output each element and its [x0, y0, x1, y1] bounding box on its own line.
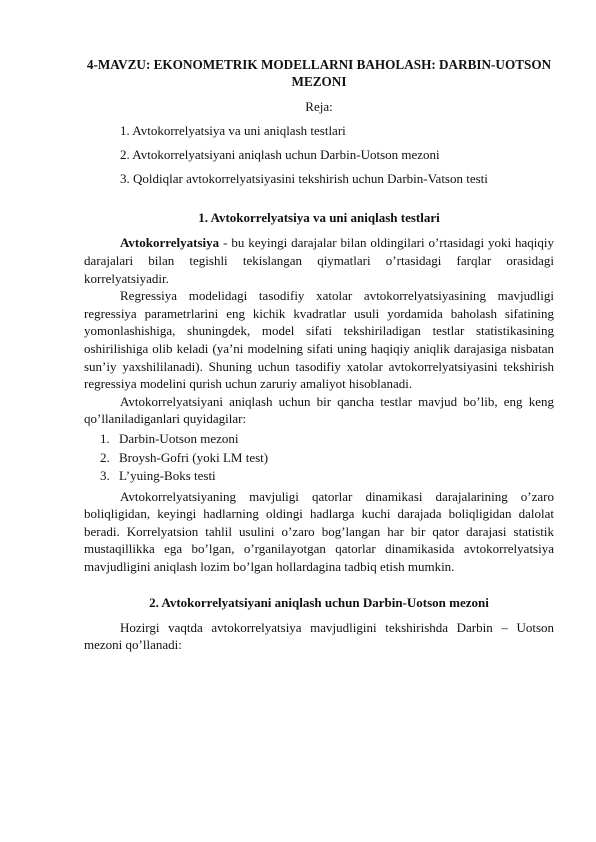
paragraph: Avtokorrelyatsiyaning mavjuligi qatorlar dinamikasi darajalarining o’zaro boliqligidan, keyingi hadlarning oldingi hadlarga kuchi darajada boliqligidan dalolat beradi. Korrelyatsion tahlil usulini o’zaro bog’langan har bir qator darajasi statistik mustaqillikka ega bo’lgan, o’rganilayotgan qatorlar dinamikasida avtokorrelyatsiya mavjudligini aniqlash lozim bo’lgan hollardagina tadbiq etish mumkin.: [84, 488, 554, 575]
list-number: 1.: [100, 430, 110, 446]
list-text: L’yuing-Boks testi: [119, 468, 216, 484]
paragraph: Hozirgi vaqtda avtokorrelyatsiya mavjudligini tekshirishda Darbin – Uotson mezoni qo’llanadi:: [84, 619, 554, 653]
list-item: [100, 467, 554, 486]
list-text: Darbin-Uotson mezoni: [119, 430, 239, 446]
plan-item: 3. Qoldiqlar avtokorrelyatsiyasini tekshirish uchun Darbin-Vatson testi: [120, 170, 488, 186]
spacer: [84, 576, 554, 594]
list-item: [100, 430, 554, 449]
plan-list: [84, 122, 554, 188]
list-number: 3.: [100, 468, 110, 484]
list-item: [100, 449, 554, 468]
list-number: 2.: [100, 449, 110, 465]
plan-item: 1. Avtokorrelyatsiya va uni aniqlash testlari: [120, 122, 346, 138]
document-title: 4-MAVZU: EKONOMETRIK MODELLARNI BAHOLASH: DARBIN-UOTSON MEZONI: [86, 57, 552, 89]
plan-item: 2. Avtokorrelyatsiyani aniqlash uchun Darbin-Uotson mezoni: [120, 146, 440, 162]
definition-term: Avtokorrelyatsiya: [120, 235, 220, 251]
tests-list: [84, 430, 554, 486]
definition-text: - bu keyingi darajalar bilan oldingilari o’rtasidagi yoki haqiqiy darajalari bilan tegishli tekislangan qiymatlari o’rtasidagi farqlar orasidagi korrelyatsiyadir.: [84, 235, 554, 286]
list-text: Broysh-Gofri (yoki LM test): [119, 449, 269, 465]
plan-label: Reja:: [305, 99, 333, 114]
paragraph: Regressiya modelidagi tasodifiy xatolar avtokorrelyatsiyasining mavjudligi regressiya parametrlarini eng kichik kvadratlar usuli yordamida baholash sifatining yomonlashishiga, shuningdek, model sifati tekshiriladigan testlar statistikasining oshirilishiga olib keladi (ya’ni modelning sifati uning haqiqiy aniqlik darajasiga nisbatan sun’iy yaxshililanadi). Shuning uchun tasodifiy xatolar avtokorrelyatsiyasini tekshirish regressiya modelini qurish uchun zaruriy amaliyot hisoblanadi.: [84, 288, 554, 392]
definition-paragraph: [84, 234, 554, 287]
paragraph: Avtokorrelyatsiyani aniqlash uchun bir qancha testlar mavjud bo’lib, eng keng qo’llaniladiganlari quyidagilar:: [84, 393, 554, 427]
section-2-heading: 2. Avtokorrelyatsiyani aniqlash uchun Darbin-Uotson mezoni: [149, 594, 489, 610]
section-1-heading: 1. Avtokorrelyatsiya va uni aniqlash testlari: [198, 210, 440, 226]
